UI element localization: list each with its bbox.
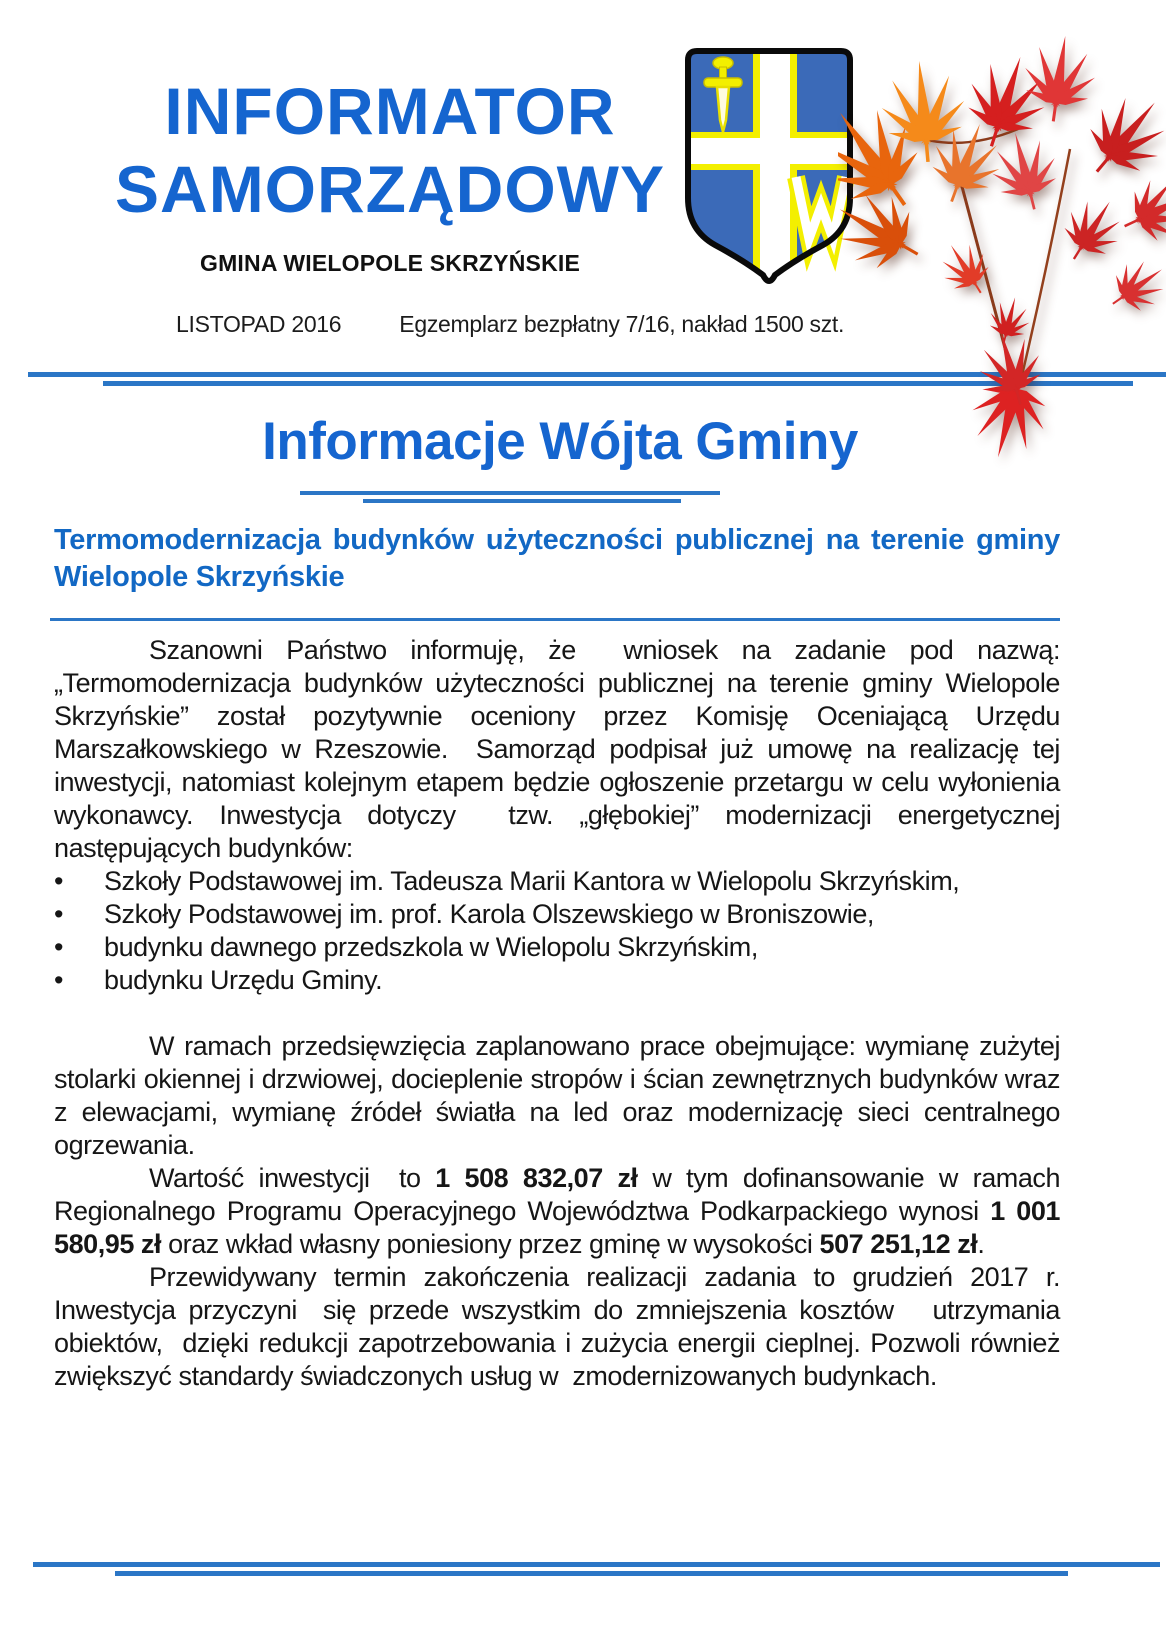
list-item: [54, 898, 1060, 931]
list-item: [54, 931, 1060, 964]
paragraph-intro: Szanowni Państwo informuję, że wniosek na zadanie pod nazwą: „Termomodernizacja budynków użyteczności publicznej na terenie gminy Wielopole Skrzyńskie” został pozytywnie oceniony przez Komisję Oceniającą Urzędu Marszałkowskiego w Rzeszowie. Samorząd podpisał już umowę na realizację tej inwestycji, natomiast kolejnym etapem będzie ogłoszenie przetargu w celu wyłonienia wykonawcy. Inwestycja dotyczy tzw. „głębokiej” modernizacji energetycznej następujących budynków:: [54, 635, 1068, 863]
issue-line: [176, 311, 844, 338]
newsletter-title-line2: SAMORZĄDOWY: [115, 152, 665, 226]
issue-date: LISTOPAD 2016: [176, 311, 342, 337]
article-heading: Termomodernizacja budynków użyteczności publicznej na terenie gminy Wielopole Skrzyńskie: [54, 524, 1060, 593]
list-item-text: Szkoły Podstawowej im. prof. Karola Olszewskiego w Broniszowie,: [104, 899, 874, 929]
own-contribution-value: 507 251,12 zł: [819, 1229, 978, 1259]
coat-of-arms-icon: [683, 46, 855, 291]
article-heading-rule: [50, 618, 1060, 621]
list-item: [54, 865, 1060, 898]
masthead-subtitle: GMINA WIELOPOLE SKRZYŃSKIE: [199, 250, 581, 276]
value-text: oraz wkład własny poniesiony przez gminę w wysokości: [161, 1229, 820, 1259]
section-title-underline-2: [363, 499, 681, 503]
paragraph-value: [54, 1162, 1068, 1261]
list-item-text: budynku dawnego przedszkola w Wielopolu Skrzyńskim,: [104, 932, 758, 962]
building-list: [54, 865, 1060, 997]
section-title-underline-1: [300, 491, 720, 495]
paragraph-scope: W ramach przedsięwzięcia zaplanowano prace obejmujące: wymianę zużytej stolarki okiennej i drzwiowej, docieplenie stropów i ścian zewnętrznych budynków wraz z elewacjami, wymianę źródeł światła na led oraz modernizację sieci centralnego ogrzewania.: [54, 1031, 1068, 1160]
value-text: Wartość inwestycji to: [149, 1163, 436, 1193]
issue-info: Egzemplarz bezpłatny 7/16, nakład 1500 szt.: [399, 311, 845, 337]
list-item: [54, 964, 1060, 997]
value-text: .: [977, 1229, 985, 1259]
article-body: [54, 634, 1068, 1393]
value-text: w tym dofinansowanie w ramach Regionalnego Programu Operacyjnego Województwa Podkarpackiego wynosi: [54, 1163, 1068, 1226]
autumn-leaves-icon: [838, 34, 1166, 516]
list-item-text: budynku Urzędu Gminy.: [104, 965, 383, 995]
paragraph-deadline: Przewidywany termin zakończenia realizacji zadania to grudzień 2017 r. Inwestycja przyczyni się przede wszystkim do zmniejszenia kosztów utrzymania obiektów, dzięki redukcji zapotrzebowania i zużycia energii cieplnej. Pozwoli również zwiększyć standardy świadczonych usług w zmodernizowanych budynkach.: [54, 1262, 1068, 1391]
bullet-icon: •: [54, 965, 64, 995]
bullet-icon: •: [54, 899, 64, 929]
bullet-icon: •: [54, 932, 64, 962]
bullet-icon: •: [54, 866, 64, 896]
newsletter-title-line1: INFORMATOR: [164, 74, 616, 148]
grant-value: 1 001 580,95 zł: [54, 1196, 1068, 1259]
section-title: Informacje Wójta Gminy: [262, 412, 858, 471]
total-value: 1 508 832,07 zł: [435, 1163, 638, 1193]
list-item-text: Szkoły Podstawowej im. Tadeusza Marii Kantora w Wielopolu Skrzyńskim,: [104, 866, 960, 896]
masthead: [40, 72, 740, 277]
bottom-divider-line-2: [115, 1571, 1068, 1576]
bottom-divider-line-1: [33, 1562, 1160, 1567]
